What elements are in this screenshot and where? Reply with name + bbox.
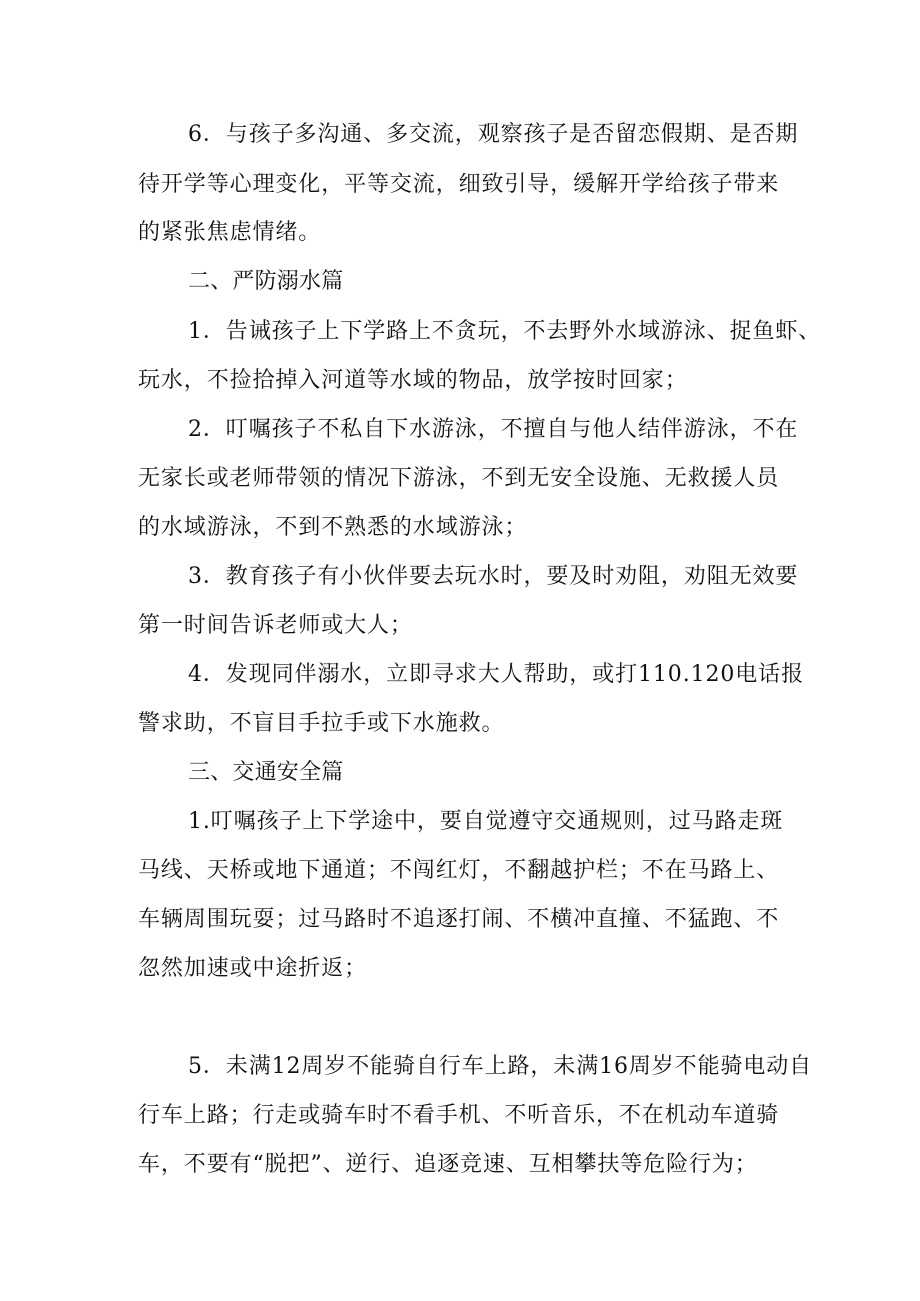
paragraph-line: 待开学等心理变化，平等交流，细致引导，缓解开学给孩子带来	[138, 172, 780, 197]
paragraph-line: 行车上路；行走或骑车时不看手机、不听音乐，不在机动车道骑	[138, 1103, 780, 1128]
paragraph-line: 无家长或老师带领的情况下游泳，不到无安全设施、无救援人员	[138, 466, 780, 491]
paragraph-line: 车辆周围玩耍；过马路时不追逐打闹、不横冲直撞、不猛跑、不	[138, 907, 780, 932]
section-heading-traffic: 三、交通安全篇	[188, 760, 344, 785]
paragraph-line: 1．告诫孩子上下学路上不贪玩，不去野外水域游泳、捉鱼虾、	[188, 319, 822, 344]
paragraph-line: 4．发现同伴溺水，立即寻求大人帮助，或打110.120电话报	[188, 662, 804, 687]
paragraph-line: 5．未满12周岁不能骑自行车上路，未满16周岁不能骑电动自	[188, 1054, 813, 1079]
paragraph-line: 的紧张焦虑情绪。	[138, 220, 322, 245]
paragraph-line: 车，不要有“脱把”、逆行、追逐竞速、互相攀扶等危险行为；	[138, 1152, 758, 1177]
paragraph-line: 忽然加速或中途折返；	[138, 956, 368, 981]
paragraph-line: 2．叮嘱孩子不私自下水游泳，不擅自与他人结伴游泳，不在	[188, 417, 799, 442]
paragraph-line: 第一时间告诉老师或大人；	[138, 613, 413, 638]
paragraph-line: 马线、天桥或地下通道；不闯红灯，不翻越护栏；不在马路上、	[138, 858, 780, 883]
paragraph-line: 1.叮嘱孩子上下学途中，要自觉遵守交通规则，过马路走斑	[188, 809, 784, 834]
paragraph-line: 警求助，不盲目手拉手或下水施救。	[138, 711, 505, 736]
section-heading-drowning: 二、严防溺水篇	[188, 269, 344, 294]
paragraph-line: 的水域游泳，不到不熟悉的水域游泳；	[138, 515, 528, 540]
paragraph-line: 玩水，不捡拾掉入河道等水域的物品，放学按时回家；	[138, 368, 688, 393]
paragraph-line: 6．与孩子多沟通、多交流，观察孩子是否留恋假期、是否期	[188, 122, 799, 147]
paragraph-line: 3．教育孩子有小伙伴要去玩水时，要及时劝阻，劝阻无效要	[188, 564, 799, 589]
